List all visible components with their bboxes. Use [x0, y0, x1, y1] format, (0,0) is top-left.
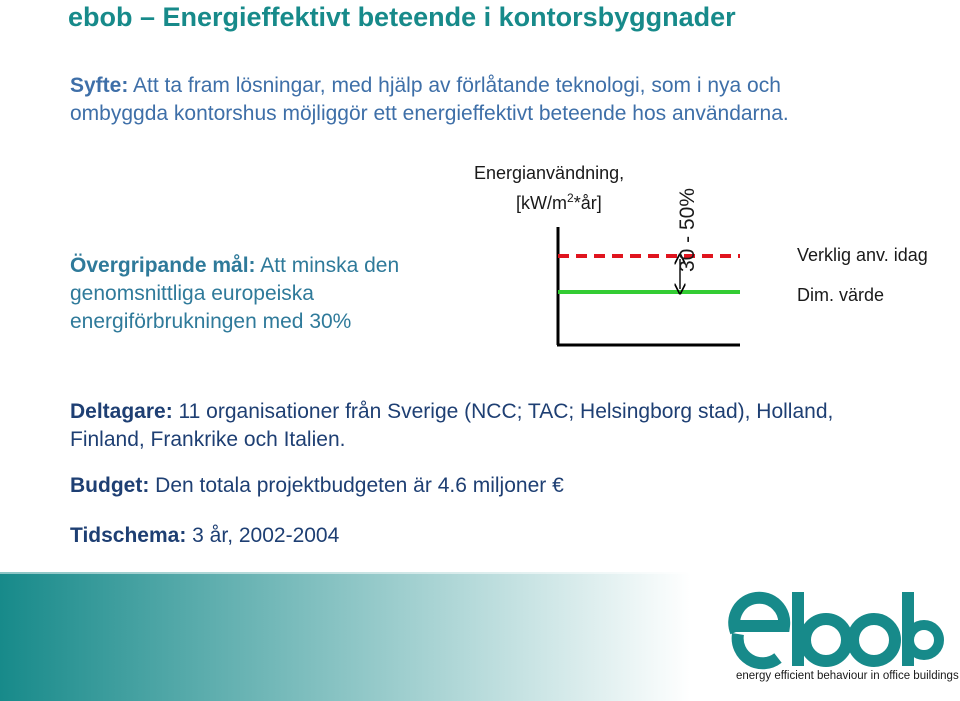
legend-actual-usage: Verklig anv. idag — [797, 245, 928, 265]
chart-title-line1: Energianvändning, — [474, 163, 625, 183]
legend-design-value: Dim. värde — [797, 285, 885, 305]
chart-unit-pre: [kW/m — [516, 193, 567, 213]
participants-label: Deltagare: — [70, 400, 173, 423]
goal-text: Att minska den genomsnittliga europeiska energiförbrukningen med 30% — [70, 254, 400, 333]
reduction-label: 30 - 50% — [676, 187, 699, 273]
energy-chart — [540, 160, 740, 360]
chart-unit-post: *år] — [573, 193, 602, 213]
budget-text: Den totala projektbudgeten är 4.6 miljoner € — [149, 474, 564, 497]
schedule-text: 3 år, 2002-2004 — [186, 524, 340, 547]
schedule-label: Tidschema: — [70, 524, 187, 547]
purpose-paragraph — [70, 72, 830, 128]
schedule-paragraph — [70, 522, 339, 550]
purpose-label: Syfte: — [70, 74, 129, 97]
chart-unit-sup: 2 — [567, 191, 574, 205]
footer-tagline: energy efficient behaviour in office buildings — [736, 670, 959, 682]
goal-paragraph — [70, 252, 490, 336]
purpose-text: Att ta fram lösningar, med hjälp av förlåtande teknologi, som i nya och ombyggda kontorshus möjliggör ett energieffektivt beteende hos användarna. — [70, 74, 789, 125]
participants-text: 11 organisationer från Sverige (NCC; TAC; Helsingborg stad), Holland, Finland, Frankrike och Italien. — [70, 400, 834, 451]
page-title: ebob – Energieffektivt beteende i kontorsbyggnader — [68, 2, 736, 32]
budget-paragraph — [70, 472, 564, 500]
participants-paragraph — [70, 398, 890, 454]
budget-label: Budget: — [70, 474, 150, 497]
goal-label: Övergripande mål: — [70, 254, 256, 277]
